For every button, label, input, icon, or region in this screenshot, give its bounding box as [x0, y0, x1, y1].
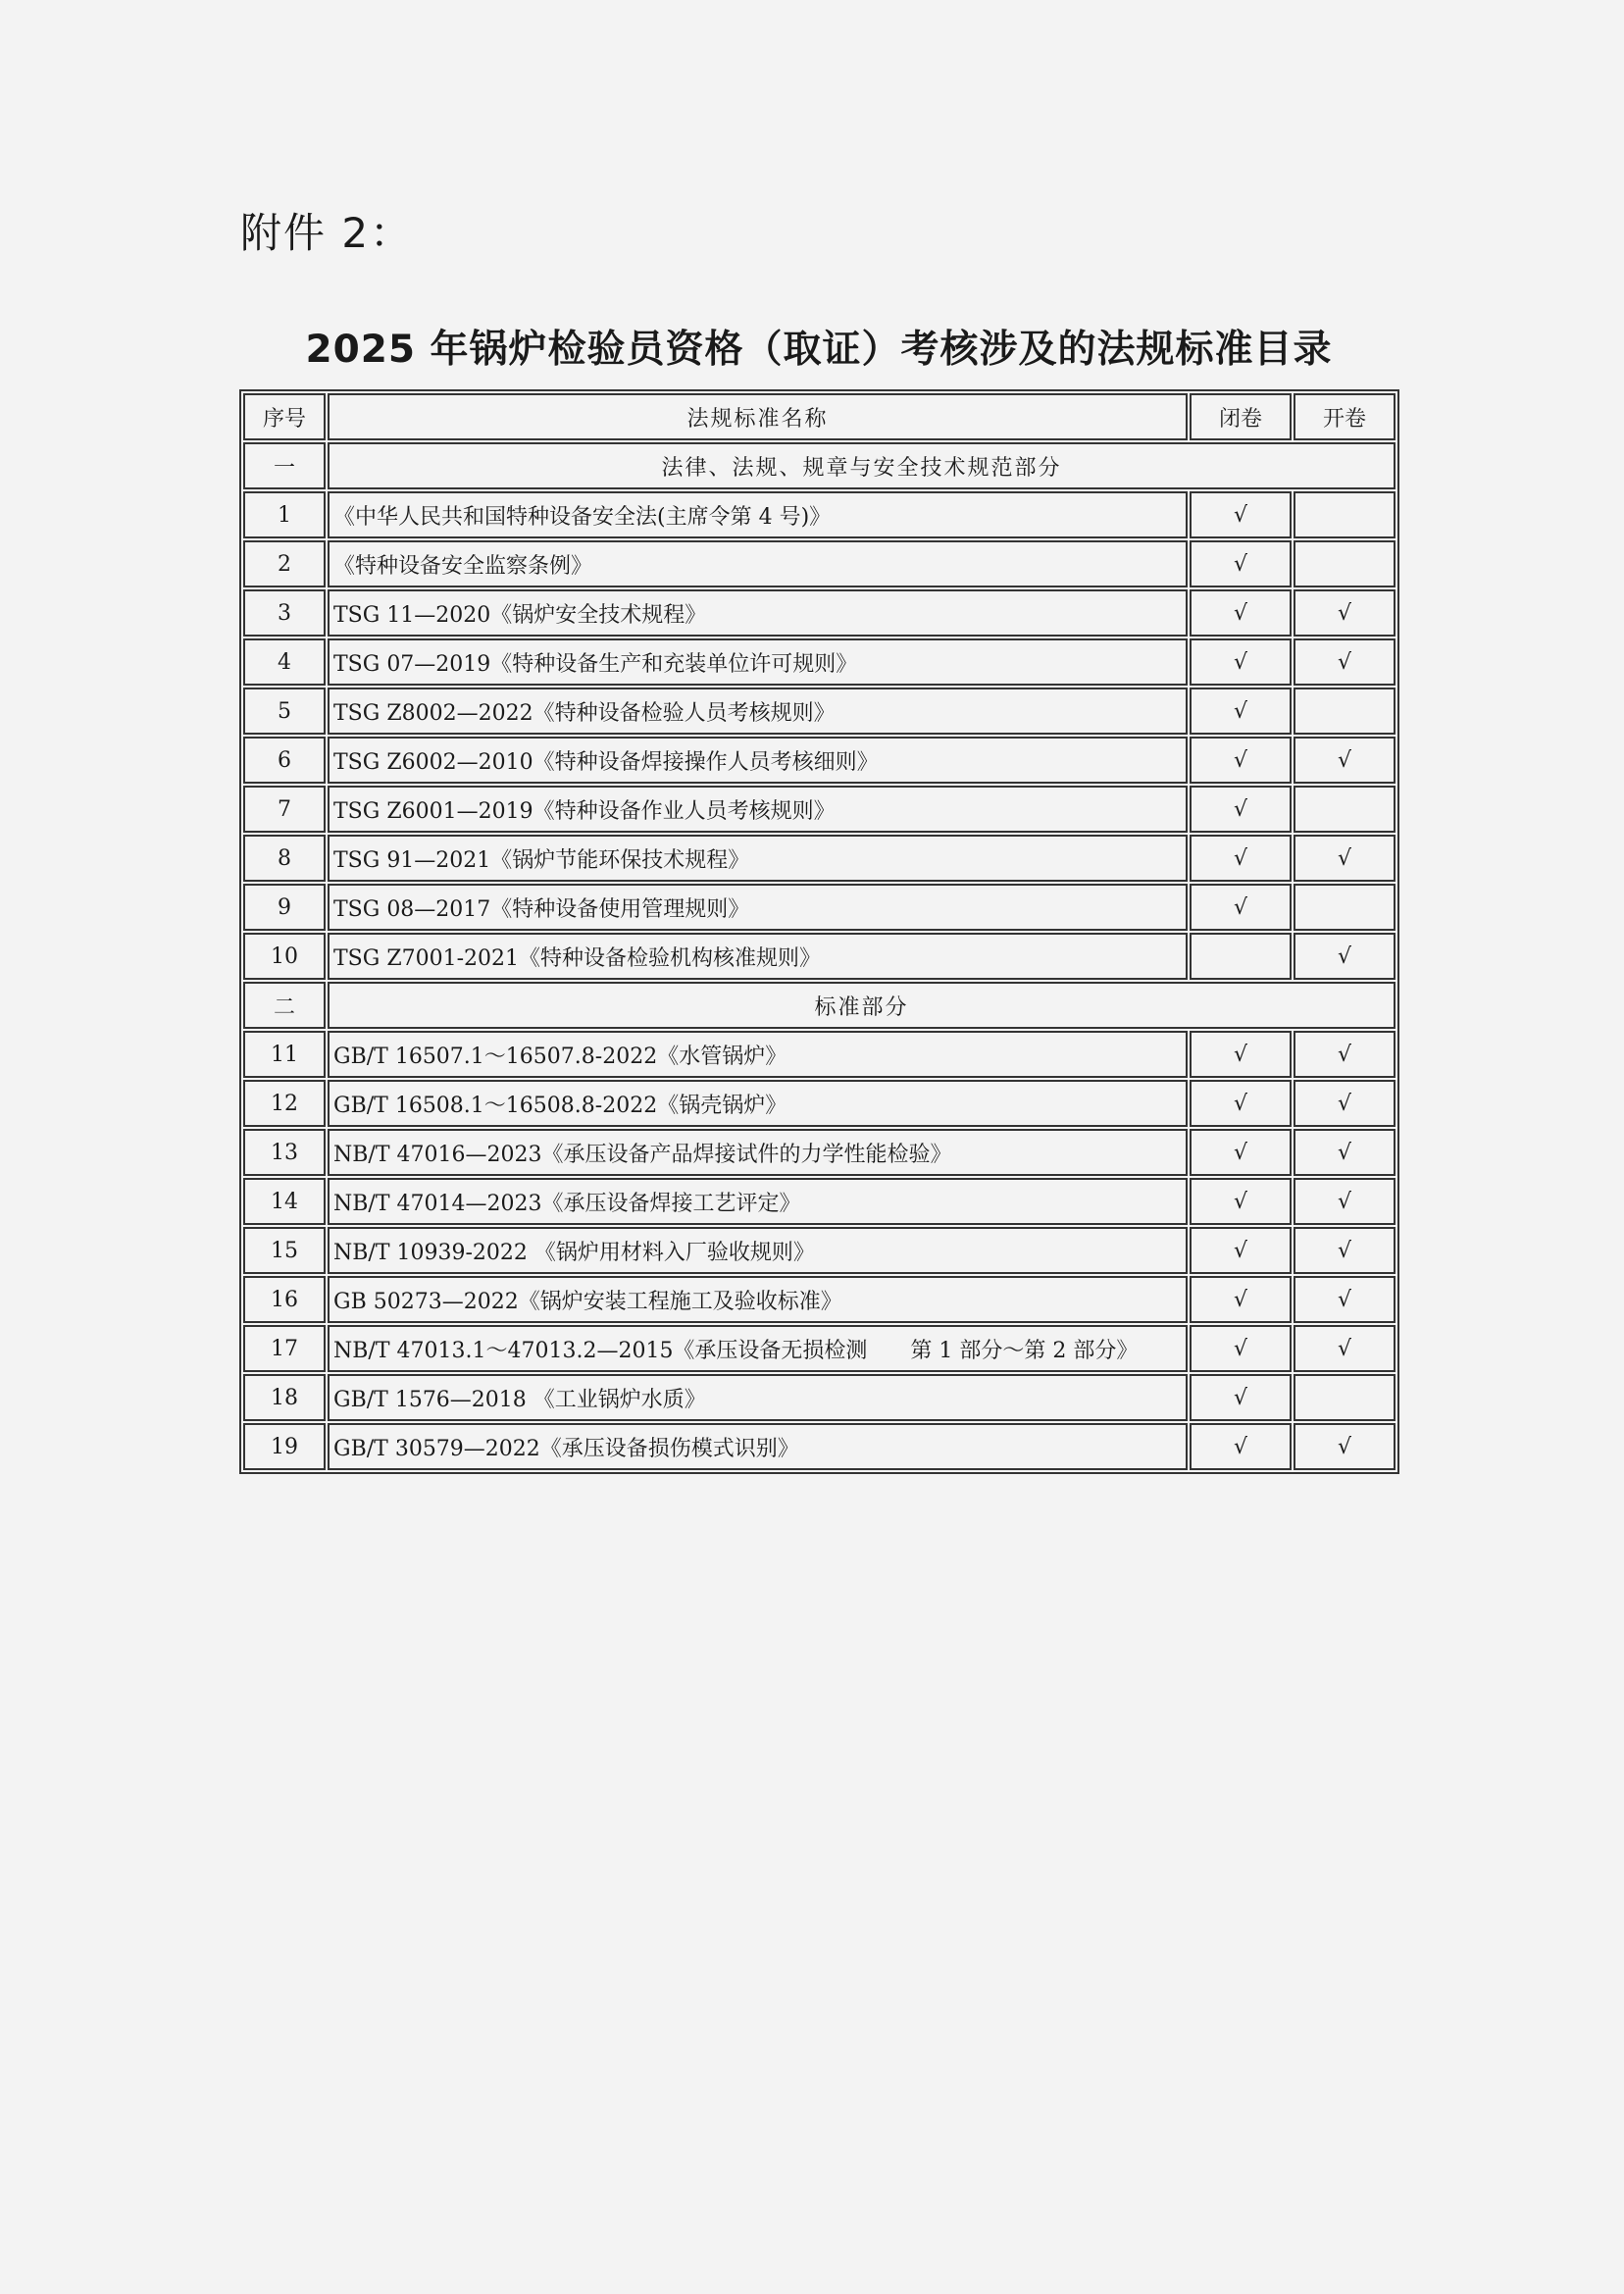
- row-name: TSG 11—2020《锅炉安全技术规程》: [328, 589, 1188, 637]
- row-name: TSG Z7001-2021《特种设备检验机构核准规则》: [328, 933, 1188, 980]
- closed-book-check: √: [1190, 884, 1292, 931]
- table-row: [243, 589, 1396, 637]
- row-seq: 10: [243, 933, 326, 980]
- section-row: [243, 442, 1396, 489]
- closed-book-check: √: [1190, 589, 1292, 637]
- closed-book-check: √: [1190, 1178, 1292, 1225]
- open-book-check: √: [1294, 589, 1396, 637]
- row-name: TSG 08—2017《特种设备使用管理规则》: [328, 884, 1188, 931]
- open-book-check: [1294, 884, 1396, 931]
- row-name: TSG 07—2019《特种设备生产和充装单位许可规则》: [328, 638, 1188, 686]
- table-row: [243, 884, 1396, 931]
- table-row: [243, 1129, 1396, 1176]
- row-seq: 13: [243, 1129, 326, 1176]
- row-seq: 14: [243, 1178, 326, 1225]
- row-name: TSG Z6002—2010《特种设备焊接操作人员考核细则》: [328, 737, 1188, 784]
- attachment-label: 附件 2：: [240, 209, 414, 257]
- open-book-check: [1294, 688, 1396, 735]
- row-seq: 19: [243, 1423, 326, 1470]
- table-row: [243, 1325, 1396, 1372]
- row-name: NB/T 10939-2022 《锅炉用材料入厂验收规则》: [328, 1227, 1188, 1274]
- open-book-check: √: [1294, 1178, 1396, 1225]
- row-name: GB/T 1576—2018 《工业锅炉水质》: [328, 1374, 1188, 1421]
- row-name: GB 50273—2022《锅炉安装工程施工及验收标准》: [328, 1276, 1188, 1323]
- row-seq: 6: [243, 737, 326, 784]
- row-seq: 2: [243, 540, 326, 587]
- section-seq: 二: [243, 982, 326, 1029]
- header-seq: 序号: [243, 393, 326, 440]
- table-row: [243, 933, 1396, 980]
- open-book-check: √: [1294, 1129, 1396, 1176]
- table-row: [243, 1423, 1396, 1470]
- row-name: 《特种设备安全监察条例》: [328, 540, 1188, 587]
- open-book-check: √: [1294, 933, 1396, 980]
- closed-book-check: √: [1190, 786, 1292, 833]
- closed-book-check: √: [1190, 638, 1292, 686]
- table-row: [243, 737, 1396, 784]
- table-row: [243, 1080, 1396, 1127]
- row-name: NB/T 47014—2023《承压设备焊接工艺评定》: [328, 1178, 1188, 1225]
- closed-book-check: √: [1190, 491, 1292, 538]
- closed-book-check: √: [1190, 1031, 1292, 1078]
- row-name: GB/T 16508.1～16508.8-2022《锅壳锅炉》: [328, 1080, 1188, 1127]
- open-book-check: √: [1294, 1276, 1396, 1323]
- row-seq: 8: [243, 835, 326, 882]
- row-seq: 11: [243, 1031, 326, 1078]
- row-seq: 3: [243, 589, 326, 637]
- row-seq: 18: [243, 1374, 326, 1421]
- closed-book-check: √: [1190, 1423, 1292, 1470]
- row-name: 《中华人民共和国特种设备安全法(主席令第 4 号)》: [328, 491, 1188, 538]
- open-book-check: √: [1294, 638, 1396, 686]
- row-seq: 12: [243, 1080, 326, 1127]
- row-name: GB/T 30579—2022《承压设备损伤模式识别》: [328, 1423, 1188, 1470]
- closed-book-check: √: [1190, 1080, 1292, 1127]
- table-row: [243, 491, 1396, 538]
- open-book-check: √: [1294, 1080, 1396, 1127]
- open-book-check: [1294, 1374, 1396, 1421]
- open-book-check: √: [1294, 835, 1396, 882]
- header-closed-book: 闭卷: [1190, 393, 1292, 440]
- table-row: [243, 688, 1396, 735]
- section-seq: 一: [243, 442, 326, 489]
- regulation-table: [239, 389, 1399, 1474]
- section-title: 法律、法规、规章与安全技术规范部分: [328, 442, 1396, 489]
- table-row: [243, 786, 1396, 833]
- row-name: TSG Z6001—2019《特种设备作业人员考核规则》: [328, 786, 1188, 833]
- document-title: 2025 年锅炉检验员资格（取证）考核涉及的法规标准目录: [305, 328, 1333, 372]
- table-row: [243, 1031, 1396, 1078]
- row-name: NB/T 47016—2023《承压设备产品焊接试件的力学性能检验》: [328, 1129, 1188, 1176]
- open-book-check: √: [1294, 1031, 1396, 1078]
- row-seq: 15: [243, 1227, 326, 1274]
- closed-book-check: √: [1190, 688, 1292, 735]
- closed-book-check: [1190, 933, 1292, 980]
- closed-book-check: √: [1190, 1227, 1292, 1274]
- closed-book-check: √: [1190, 835, 1292, 882]
- table-row: [243, 1178, 1396, 1225]
- open-book-check: √: [1294, 1423, 1396, 1470]
- row-seq: 7: [243, 786, 326, 833]
- open-book-check: √: [1294, 1325, 1396, 1372]
- row-seq: 9: [243, 884, 326, 931]
- closed-book-check: √: [1190, 737, 1292, 784]
- closed-book-check: √: [1190, 1129, 1292, 1176]
- open-book-check: [1294, 491, 1396, 538]
- row-seq: 16: [243, 1276, 326, 1323]
- row-seq: 1: [243, 491, 326, 538]
- open-book-check: [1294, 540, 1396, 587]
- open-book-check: √: [1294, 1227, 1396, 1274]
- section-title: 标准部分: [328, 982, 1396, 1029]
- row-name: NB/T 47013.1～47013.2—2015《承压设备无损检测 第 1 部分～第 2 部分》: [328, 1325, 1188, 1372]
- header-name: 法规标准名称: [328, 393, 1188, 440]
- section-row: [243, 982, 1396, 1029]
- row-seq: 5: [243, 688, 326, 735]
- table-row: [243, 1374, 1396, 1421]
- closed-book-check: √: [1190, 540, 1292, 587]
- row-seq: 4: [243, 638, 326, 686]
- closed-book-check: √: [1190, 1276, 1292, 1323]
- row-name: TSG 91—2021《锅炉节能环保技术规程》: [328, 835, 1188, 882]
- table-row: [243, 540, 1396, 587]
- closed-book-check: √: [1190, 1325, 1292, 1372]
- open-book-check: [1294, 786, 1396, 833]
- table-header-row: [243, 393, 1396, 440]
- table-row: [243, 1227, 1396, 1274]
- open-book-check: √: [1294, 737, 1396, 784]
- row-name: TSG Z8002—2022《特种设备检验人员考核规则》: [328, 688, 1188, 735]
- header-open-book: 开卷: [1294, 393, 1396, 440]
- table-row: [243, 638, 1396, 686]
- closed-book-check: √: [1190, 1374, 1292, 1421]
- table-row: [243, 835, 1396, 882]
- table-row: [243, 1276, 1396, 1323]
- row-name: GB/T 16507.1～16507.8-2022《水管锅炉》: [328, 1031, 1188, 1078]
- row-seq: 17: [243, 1325, 326, 1372]
